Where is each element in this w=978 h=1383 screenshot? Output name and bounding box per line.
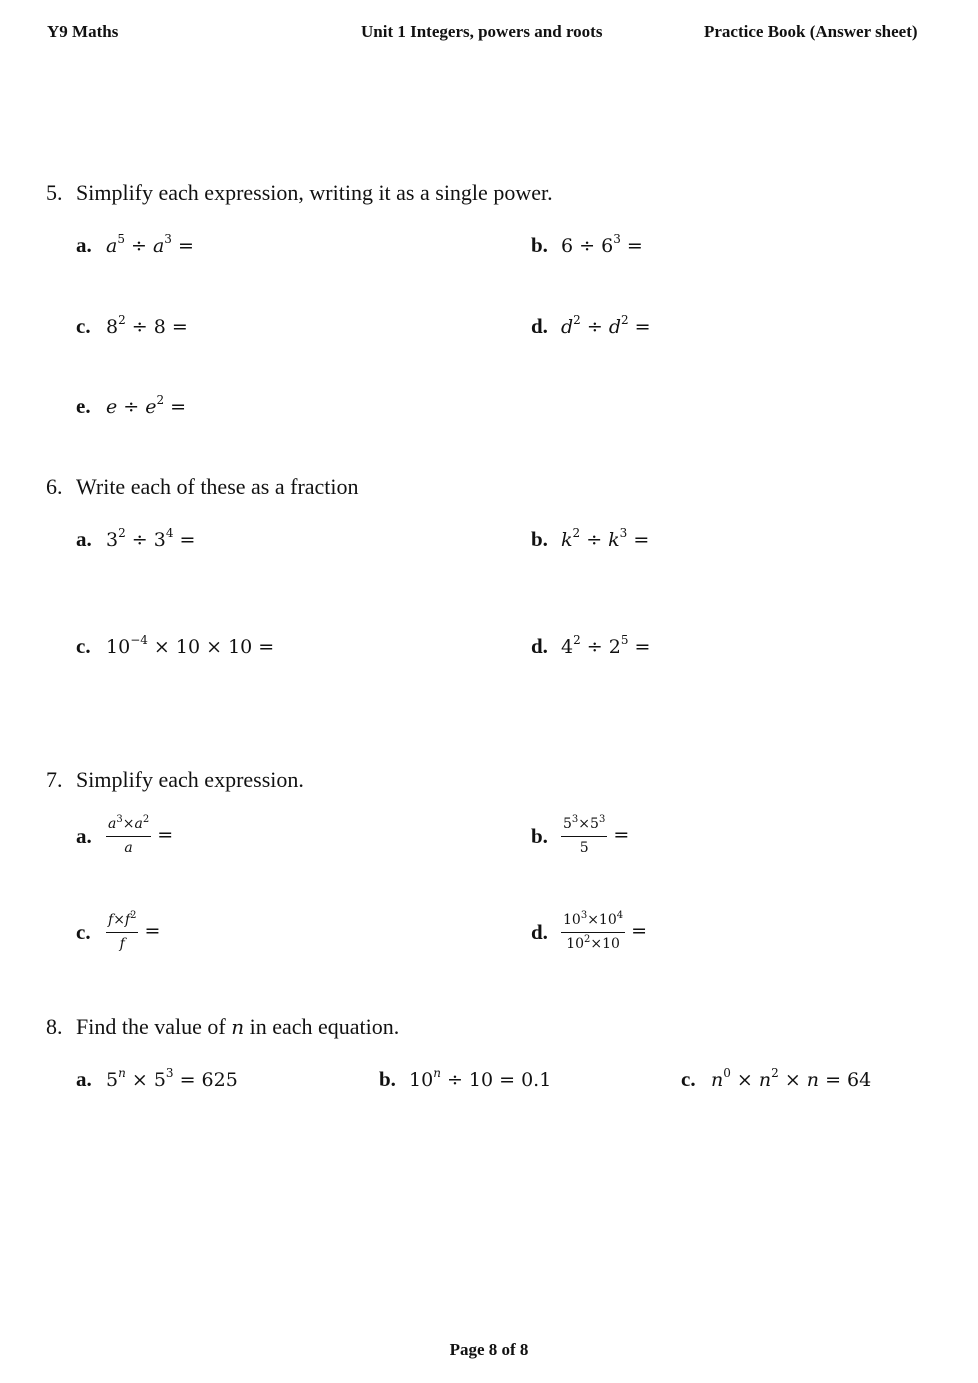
item-label: a. [76,527,92,551]
expression: $5^n \times 5^3 = 625$ [106,1065,238,1091]
fraction: $\frac{f\times f^2}{f}$ [108,910,137,952]
expression: $\frac{5^3\times 5^3}{5}$ = [563,814,630,856]
question-5 [46,180,553,206]
expression: $k^2 \div k^3$ = [561,525,650,551]
question-8 [46,1014,399,1040]
item-label: e. [76,394,91,418]
expression: $e \div e^2$ = [106,392,187,418]
question-7 [46,767,304,793]
expression: $3^2 \div 3^4$ = [106,525,196,551]
expression: $10^n \div 10 = 0.1$ [409,1065,552,1091]
fraction: $\frac{a^3\times a^2}{a}$ [108,814,150,856]
expression: $6 \div 6^3$ = [561,231,643,257]
fraction: $\frac{5^3\times 5^3}{5}$ [563,814,606,856]
fraction: $\frac{10^3\times 10^4}{10^2\times 10}$ [563,910,624,952]
question-number: 5. [46,180,63,205]
item-label: a. [76,823,92,848]
q6-item-b [531,527,649,552]
expression: $d^2 \div d^2$ = [561,312,651,338]
q6-item-d [531,634,650,659]
q7-item-b [531,816,629,856]
expression: $\frac{a^3\times a^2}{a}$ = [108,814,174,856]
q5-item-c [76,314,188,339]
header-right: Practice Book (Answer sheet) [704,22,918,41]
q8-item-c [681,1067,871,1092]
item-label: b. [531,527,548,551]
question-6 [46,474,359,500]
expression: $8^2 \div 8$ = [106,312,188,338]
item-label: d. [531,634,548,658]
q6-item-c [76,634,274,659]
item-label: b. [531,823,548,848]
q5-item-d [531,314,651,339]
q8-item-b [379,1067,551,1092]
question-number: 8. [46,1014,63,1039]
header-left: Y9 Maths [47,22,119,41]
question-text: Simplify each expression. [76,767,304,792]
item-label: a. [76,1067,92,1091]
item-label: c. [681,1067,696,1091]
expression: $\frac{10^3\times 10^4}{10^2\times 10}$ = [563,910,648,952]
item-label: c. [76,919,91,944]
question-text-after: in each equation. [244,1014,400,1039]
page-number: Page 8 of 8 [449,1340,529,1359]
q8-item-a [76,1067,238,1092]
q7-item-a [76,816,173,856]
item-label: b. [379,1067,396,1091]
question-text-before: Find the value of [76,1014,232,1039]
expression: $4^2 \div 2^5$ = [561,632,651,658]
question-text: Simplify each expression, writing it as a single power. [76,180,553,205]
item-label: c. [76,634,91,658]
expression: $\frac{f\times f^2}{f}$ = [108,910,161,952]
q6-item-a [76,527,195,552]
expression: $10^{-4} \times 10 \times 10$ = [106,632,275,658]
question-number: 7. [46,767,63,792]
expression: $a^5 \div a^3$ = [106,231,194,257]
question-text: Write each of these as a fraction [76,474,359,499]
item-label: c. [76,314,91,338]
q5-item-b [531,233,643,258]
q7-item-d [531,912,647,952]
header-center: Unit 1 Integers, powers and roots [361,22,603,41]
q5-item-e [76,394,186,419]
q5-item-a [76,233,194,258]
item-label: a. [76,233,92,257]
q7-item-c [76,912,160,952]
item-label: b. [531,233,548,257]
item-label: d. [531,314,548,338]
question-variable: n [231,1015,245,1039]
expression: $n^0 \times n^2 \times n = 64$ [711,1065,872,1091]
question-number: 6. [46,474,63,499]
item-label: d. [531,919,548,944]
